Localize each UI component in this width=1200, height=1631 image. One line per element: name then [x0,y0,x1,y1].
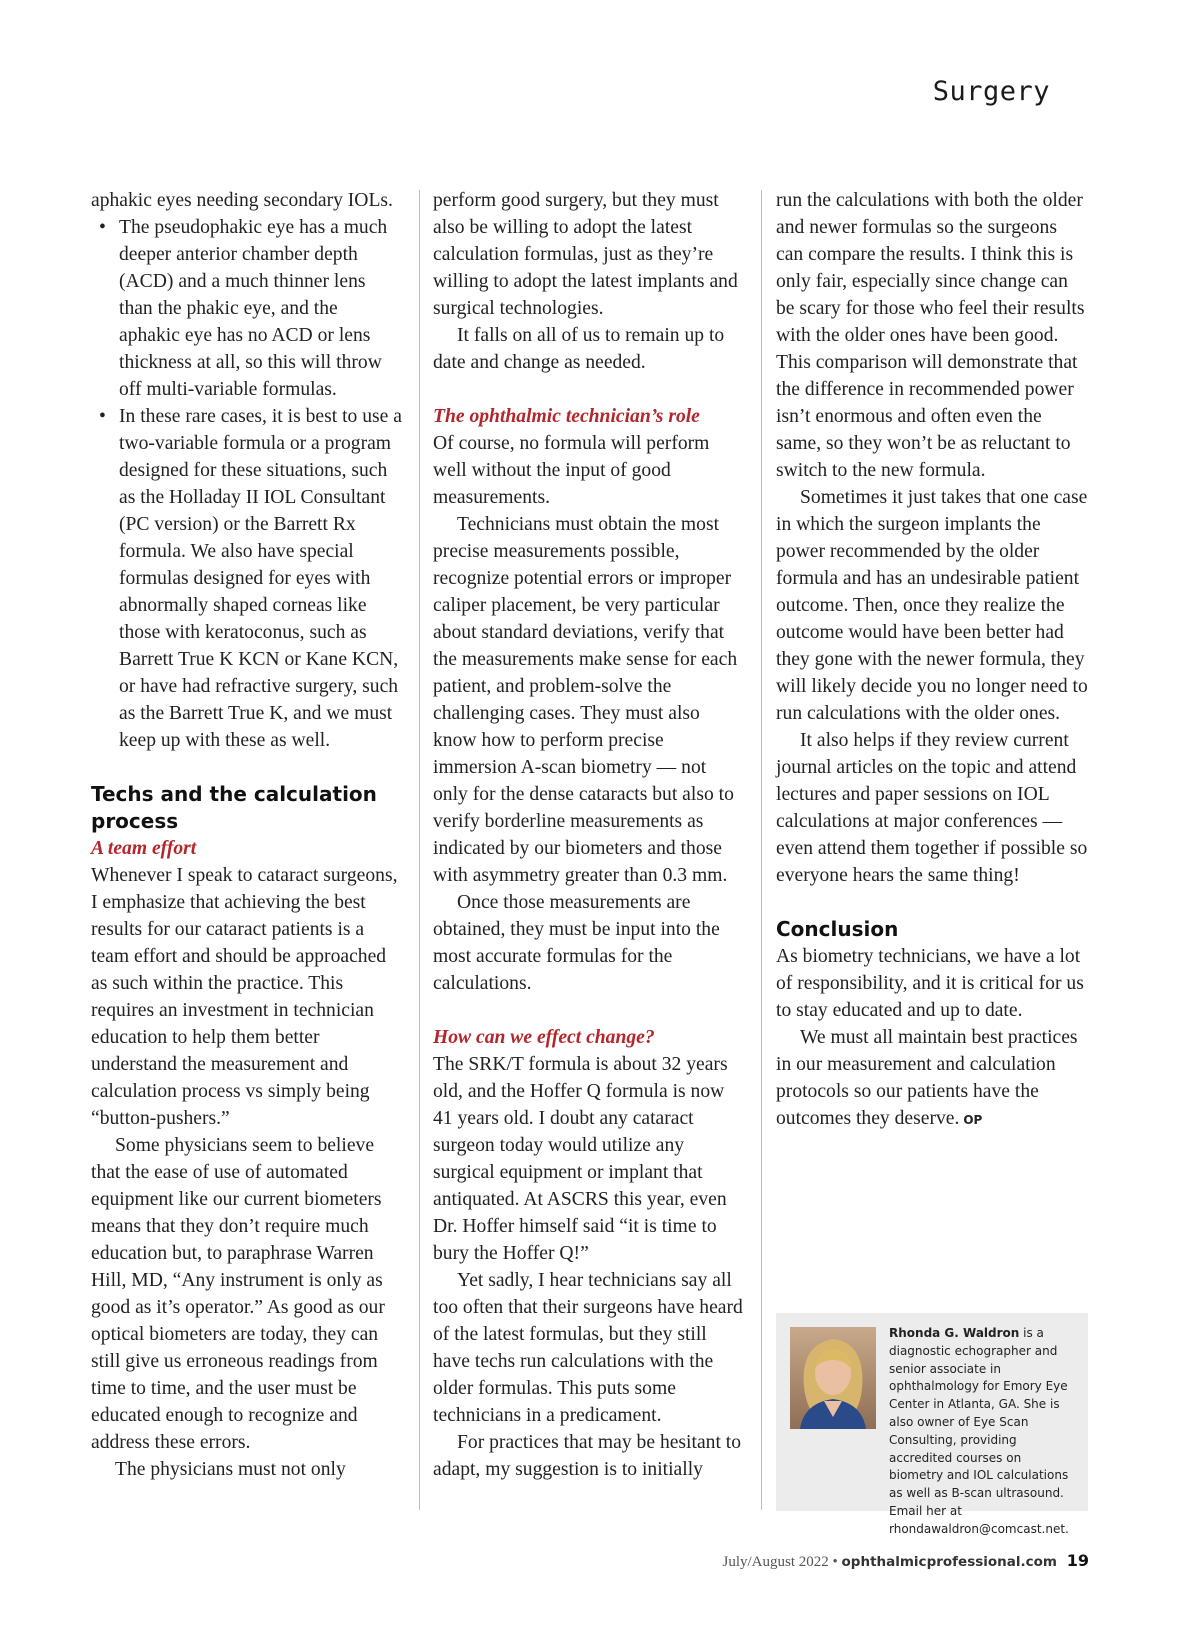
paragraph: It also helps if they review current journal articles on the topic and attend lectures and paper sessions on IOL calculations at major conferences — even attend them together if possible so everyone hears the same thing! [776,730,1088,886]
paragraph: We must all maintain best practices in our measurement and calculation protocols so our patients have the outcomes they deserve. OP [776,1027,1078,1129]
section-heading: Techs and the calculation process [91,782,377,833]
author-portrait-icon [790,1327,876,1429]
subheading: The ophthalmic technician’s role [433,406,700,427]
column-divider [419,190,420,1510]
paragraph: run the calculations with both the older and newer formulas so the surgeons can compare the results. I think this is only fair, especially since change can be scary for those who feel their results with the older ones have been good. This comparison will demonstrate that the difference in recommended power isn’t enormous and often even the same, so they won’t be as reluctant to switch to the new formula. [776,190,1085,481]
paragraph: Once those measurements are obtained, they must be input into the most accurate formulas for the calculations. [433,892,720,994]
paragraph: Sometimes it just takes that one case in which the surgeon implants the power recommended by the older formula and has an undesirable patient outcome. Then, once they realize the outcome would have been better had they gone with the newer formula, they will likely decide you no longer need to run calculations with the older ones. [776,487,1088,724]
bullet-item: • The pseudophakic eye has a much deeper anterior chamber depth (ACD) and a much thinner lens than the phakic eye, and the aphakic eye has no ACD or lens thickness at all, so this will throw off multi-variable formulas. [91,214,403,403]
section-heading: Conclusion [776,917,899,941]
paragraph: As biometry technicians, we have a lot of responsibility, and it is critical for us to stay educated and up to date. [776,946,1084,1021]
paragraph: The physicians must not only [115,1459,346,1480]
bio-text: Rhonda G. Waldron is a diagnostic echographer and senior associate in ophthalmology for Emory Eye Center in Atlanta, GA. She is also owner of Eye Scan Consulting, providing accredited courses on biometry and IOL calculations as well as B-scan ultrasound. Email her at rhondawaldron@comcast.net. [889,1326,1069,1536]
paragraph: perform good surgery, but they must also be willing to adopt the latest calculation formulas, just as they’re willing to adopt the latest implants and surgical technologies. [433,190,738,319]
footer-separator: • [832,1554,838,1570]
bullet-item: • In these rare cases, it is best to use a two-variable formula or a program designed for these situations, such as the Holladay II IOL Consultant (PC version) or the Barrett Rx formula. We also have special formulas designed for eyes with abnormally shaped corneas like those with keratoconus, such as Barrett True K KCN or Kane KCN, or have had refractive surgery, such as the Barrett True K, and we must keep up with these as well. [91,403,403,754]
bullet-list [91,214,403,754]
end-mark: OP [963,1113,983,1127]
section-label: Surgery [932,76,1050,107]
column-3 [776,187,1088,1134]
author-name: Rhonda G. Waldron [889,1326,1020,1340]
issue-date: July/August 2022 [722,1554,829,1570]
paragraph: Of course, no formula will perform well without the input of good measurements. [433,433,710,508]
column-1 [91,187,403,1483]
paragraph: Whenever I speak to cataract surgeons, I emphasize that achieving the best results for our cataract patients is a team effort and should be approached as such within the practice. This requires an investment in technician education to help them better understand the measurement and calculation process vs simply being “button-pushers.” [91,865,398,1129]
paragraph: The SRK/T formula is about 32 years old, and the Hoffer Q formula is now 41 years old. I doubt any cataract surgeon today would utilize any surgical equipment or implant that antiquated. At ASCRS this year, even Dr. Hoffer himself said “it is time to bury the Hoffer Q!” [433,1054,728,1264]
paragraph: Some physicians seem to believe that the ease of use of automated equipment like our current biometers means that they don’t require much education but, to paraphrase Warren Hill, MD, “Any instrument is only as good as it’s operator.” As good as our optical biometers are today, they can still give us erroneous readings from time to time, and the user must be educated enough to recognize and address these errors. [91,1135,385,1453]
website: ophthalmicprofessional.com [841,1554,1057,1570]
bullet-icon: • [99,217,106,238]
paragraph: Technicians must obtain the most precise measurements possible, recognize potential errors or improper caliper placement, be very particular about standard deviations, verify that the measurements make sense for each patient, and problem-solve the challenging cases. They must also know how to perform precise immersion A-scan biometry — not only for the dense cataracts but also to verify borderline measurements as indicated by our biometers and those with asymmetry greater than 0.3 mm. [433,514,738,886]
bullet-icon: • [99,406,106,427]
paragraph: It falls on all of us to remain up to date and change as needed. [433,325,725,373]
author-photo [790,1327,876,1429]
page-number: 19 [1066,1551,1089,1570]
column-2 [433,187,745,1483]
author-bio [776,1313,1088,1536]
page-footer [722,1551,1089,1571]
subheading: A team effort [91,838,197,859]
subheading: How can we effect change? [433,1027,655,1048]
paragraph: For practices that may be hesitant to adapt, my suggestion is to initially [433,1432,742,1480]
paragraph: Yet sadly, I hear technicians say all too often that their surgeons have heard of the latest formulas, but they still have techs run calculations with the older formulas. This puts some technicians in a predicament. [433,1270,743,1426]
paragraph: aphakic eyes needing secondary IOLs. [91,190,393,211]
column-divider [761,190,762,1510]
